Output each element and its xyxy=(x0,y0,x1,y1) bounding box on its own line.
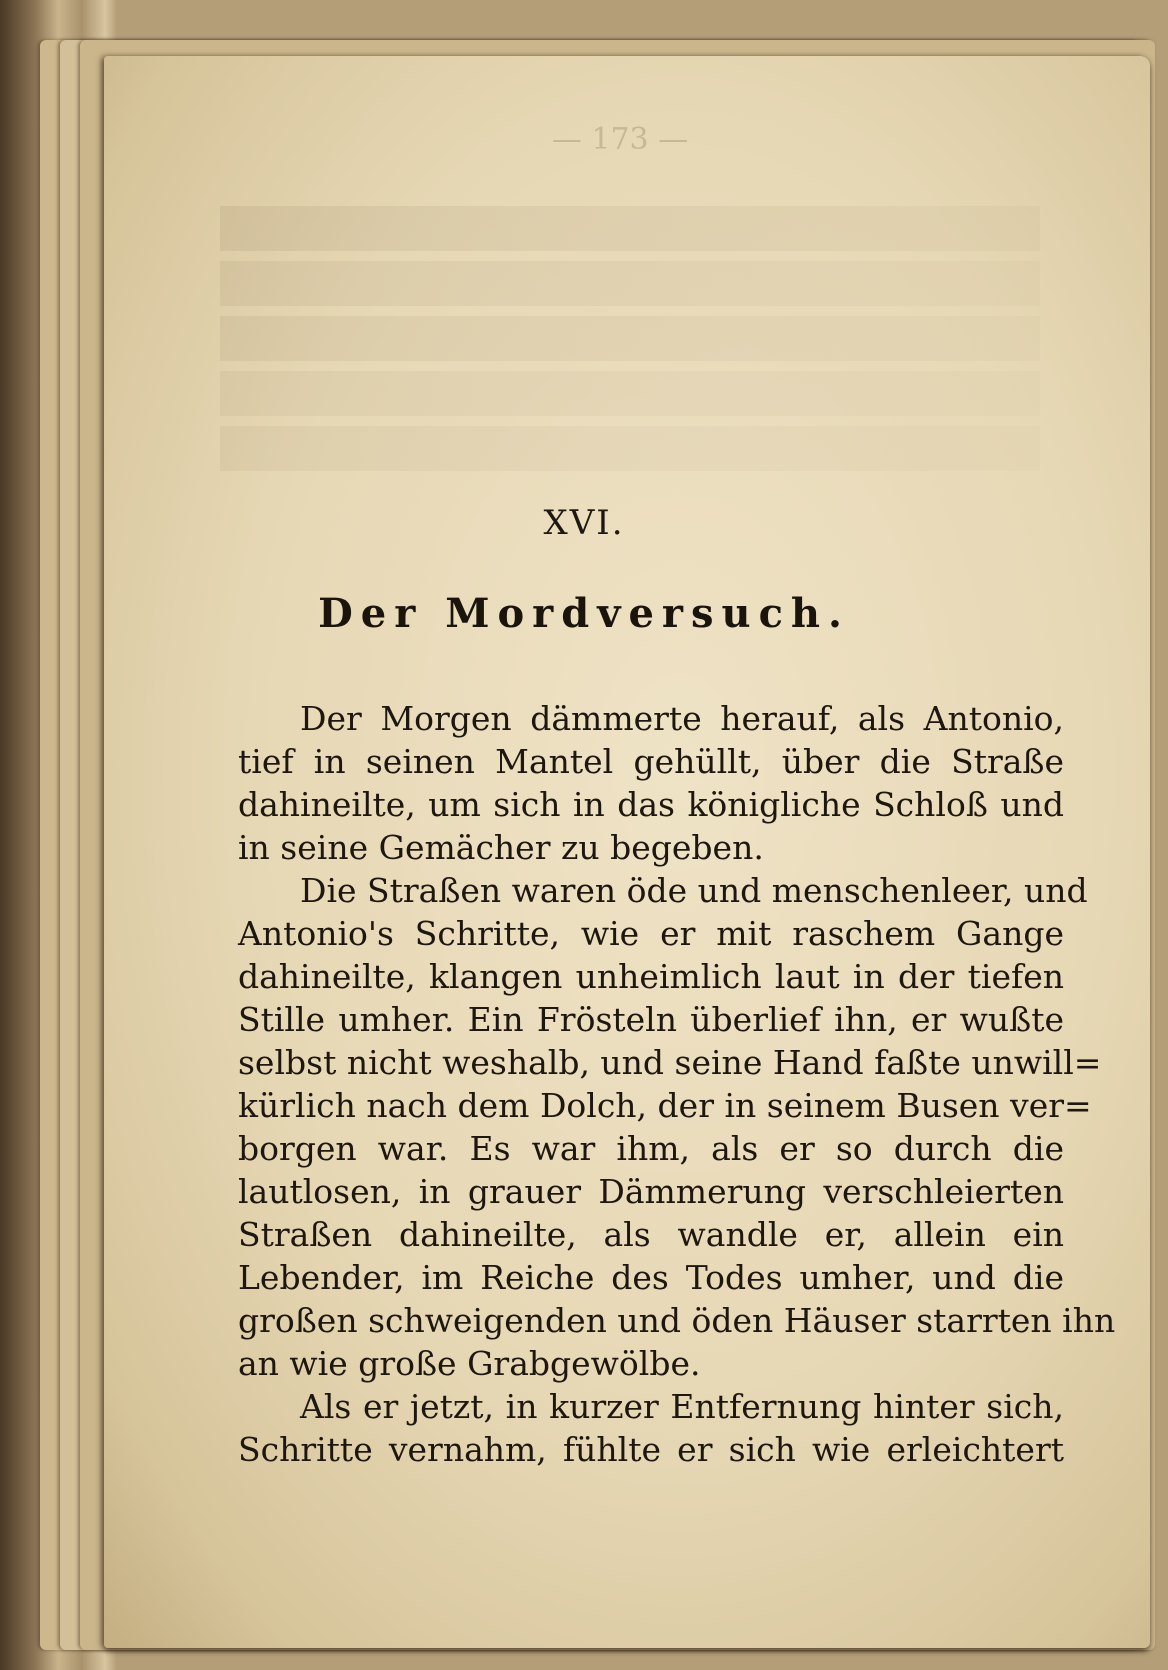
chapter-title: Der Mordversuch. xyxy=(318,590,850,637)
text-line: an wie große Grabgewölbe. xyxy=(238,1344,701,1383)
text-line: in seine Gemächer zu begeben. xyxy=(238,828,764,867)
body-text xyxy=(238,697,1116,1471)
text-line: borgen war. Es war ihm, als er so durch die xyxy=(238,1129,1064,1168)
text-line: Straßen dahineilte, als wandle er, allein ein xyxy=(238,1215,1064,1254)
text-line: selbst nicht weshalb, und seine Hand faßte unwill= xyxy=(238,1043,1102,1082)
text-line: großen schweigenden und öden Häuser starrten ihn xyxy=(238,1301,1116,1340)
text-line: dahineilte, um sich in das königliche Schloß und xyxy=(238,785,1064,824)
text-line: Der Morgen dämmerte herauf, als Antonio, xyxy=(300,699,1064,738)
text-line: kürlich nach dem Dolch, der in seinem Busen ver= xyxy=(238,1086,1092,1125)
text-line: Antonio's Schritte, wie er mit raschem Gange xyxy=(238,914,1064,953)
text-line: lautlosen, in grauer Dämmerung verschleierten xyxy=(238,1172,1064,1211)
text-line: Schritte vernahm, fühlte er sich wie erleichtert xyxy=(238,1430,1064,1469)
page-number: — 173 — xyxy=(551,122,689,157)
text-line: Die Straßen waren öde und menschenleer, und xyxy=(300,871,1088,910)
bleed-through-text xyxy=(220,206,1070,481)
text-line: tief in seinen Mantel gehüllt, über die Straße xyxy=(238,742,1064,781)
text-line: dahineilte, klangen unheimlich laut in der tiefen xyxy=(238,957,1064,996)
text-line: Stille umher. Ein Frösteln überlief ihn, er wußte xyxy=(238,1000,1064,1039)
chapter-number: XVI. xyxy=(543,503,625,543)
text-line: Lebender, im Reiche des Todes umher, und die xyxy=(238,1258,1064,1297)
text-line: Als er jetzt, in kurzer Entfernung hinter sich, xyxy=(300,1387,1064,1426)
